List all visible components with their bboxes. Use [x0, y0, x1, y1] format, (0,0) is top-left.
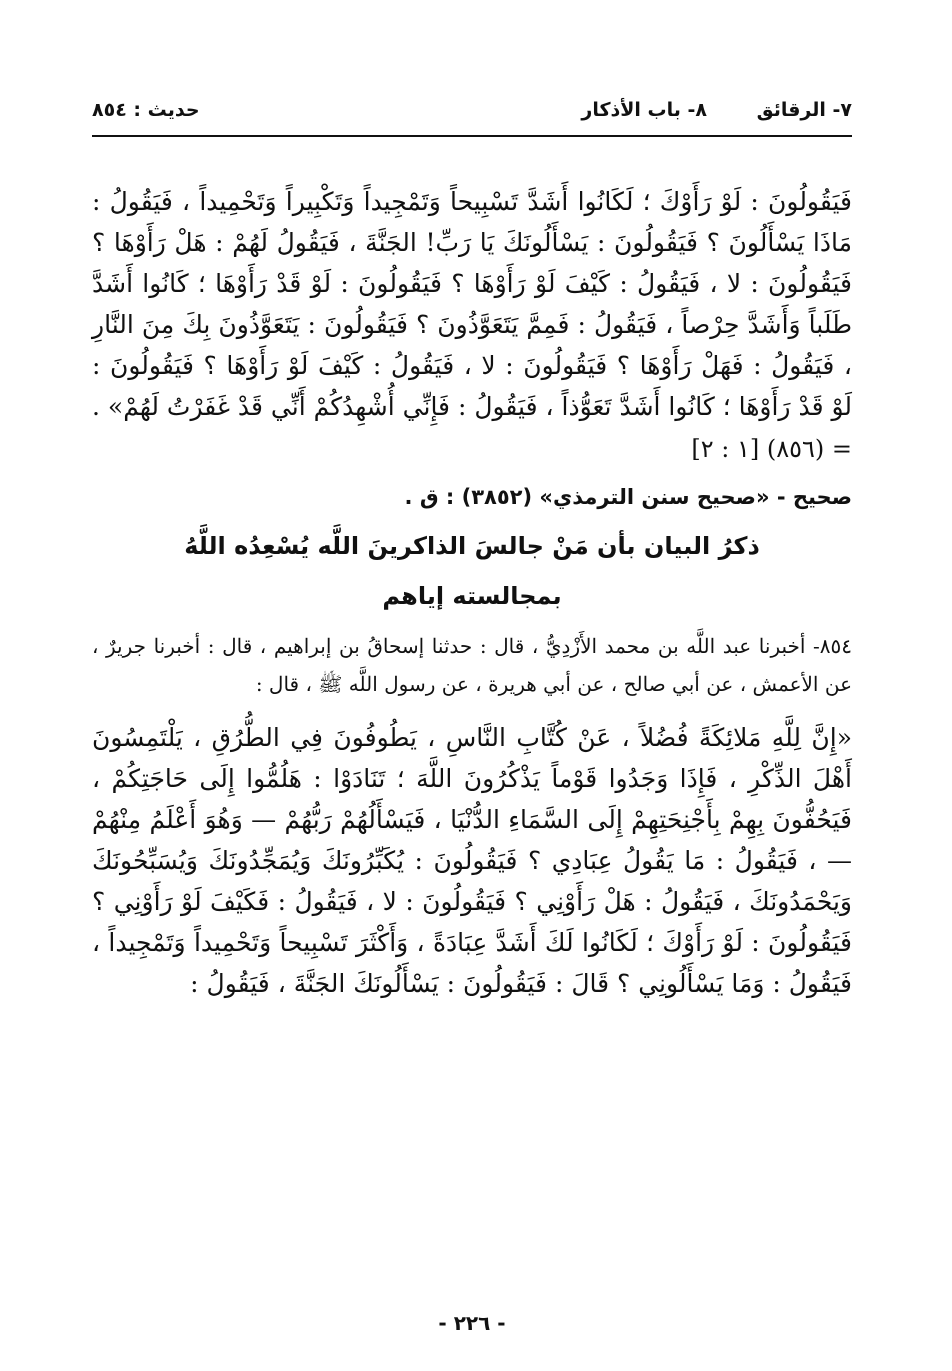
hadith-reference: حديث : ٨٥٤ [92, 99, 200, 121]
section-heading-line-1: ذكرُ البيان بأن مَنْ جالسَ الذاكرينَ اللَّه يُسْعِدُه اللَّهُ [184, 532, 760, 560]
chapter-title: ٧- الرقائق [756, 99, 852, 121]
book-page [92, 95, 852, 1335]
header-divider [92, 135, 852, 137]
section-title: ٨- باب الأذكار [581, 99, 707, 121]
page-number: - ٢٢٦ - [438, 1311, 506, 1335]
section-heading [92, 521, 852, 621]
cross-reference: = (٨٥٦) [١ : ٢] [691, 435, 852, 463]
authenticity-status: صحيح - «صحيح سنن الترمذي» (٣٨٥٢) : ق . [404, 485, 852, 509]
hadith-text: «إِنَّ لِلَّهِ مَلائِكَةً فُضُلاً ، عَنْ كُتَّابِ النَّاسِ ، يَطُوفُونَ فِي الطُّرُقِ ، يَلْتَمِسُونَ أَهْلَ الذِّكْرِ ، فَإِذَا وَجَدُوا قَوْماً يَذْكُرُونَ اللَّهَ ؛ تَنَادَوْا : هَلُمُّوا إِلَى حَاجَتِكُمْ ، فَيَحُفُّونَ بِهِمْ بِأَجْنِحَتِهِمْ إِلَى السَّمَاءِ الدُّنْيَا ، فَيَسْأَلُهُمْ رَبُّهُمْ — وَهُوَ أَعْلَمُ مِنْهُمْ — ، فَيَقُولُ : مَا يَقُولُ عِبَادِي ؟ فَيَقُولُونَ : يُكَبِّرُونَكَ وَيُمَجِّدُونَكَ وَيُسَبِّحُونَكَ وَيَحْمَدُونَكَ ، فَيَقُولُ : هَلْ رَأَوْنِي ؟ فَيَقُولُونَ : لا ، فَيَقُولُ : فَكَيْفَ لَوْ رَأَوْنِي ؟ فَيَقُولُونَ : لَوْ رَأَوْكَ ؛ لَكَانُوا لَكَ أَشَدَّ عِبَادَةً ، وَأَكْثَرَ تَسْبِيحاً وَتَحْمِيداً وَتَمْجِيداً ، فَيَقُولُ : وَمَا يَسْأَلُونِي ؟ قَالَ : فَيَقُولُونَ : يَسْأَلُونَكَ الجَنَّةَ ، فَيَقُولُ : [92, 723, 852, 998]
previous-hadith-text: فَيَقُولُونَ : لَوْ رَأَوْكَ ؛ لَكَانُوا أَشَدَّ تَسْبِيحاً وَتَمْجِيداً وَتَكْبِيراً وَتَحْمِيداً ، فَيَقُولُ : مَاذَا يَسْأَلُونَ ؟ فَيَقُولُونَ : يَسْأَلُونَكَ يَا رَبِّ! الجَنَّةَ ، فَيَقُولُ لَهُمْ : هَلْ رَأَوْهَا ؟ فَيَقُولُونَ : لا ، فَيَقُولُ : كَيْفَ لَوْ رَأَوْهَا ؟ فَيَقُولُونَ : لَوْ قَدْ رَأَوْهَا ؛ كَانُوا أَشَدَّ طَلَباً وَأَشَدَّ حِرْصاً ، فَيَقُولُ : فَمِمَّ يَتَعَوَّذُونَ ؟ فَيَقُولُونَ : يَتَعَوَّذُونَ بِكَ مِنَ النَّارِ ، فَيَقُولُ : فَهَلْ رَأَوْهَا ؟ فَيَقُولُونَ : لا ، فَيَقُولُ : كَيْفَ لَوْ رَأَوْهَا ؟ فَيَقُولُونَ : لَوْ قَدْ رَأَوْهَا ؛ كَانُوا أَشَدَّ تَعَوُّذاً ، فَيَقُولُ : فَإِنِّي أُشْهِدُكُمْ أَنِّي قَدْ غَفَرْتُ لَهُمْ» . [92, 187, 852, 421]
running-header [92, 95, 852, 129]
chain-of-narration: ٨٥٤- أخبرنا عبد اللَّه بن محمد الأَزْدِيُّ ، قال : حدثنا إسحاقُ بن إبراهيم ، قال : أخبرنا جريرٌ ، عن الأعمش ، عن أبي صالح ، عن أبي هريرة ، عن رسول اللَّه ﷺ ، قال : [92, 634, 852, 696]
section-heading-line-2: بمجالسته إياهم [382, 582, 562, 610]
